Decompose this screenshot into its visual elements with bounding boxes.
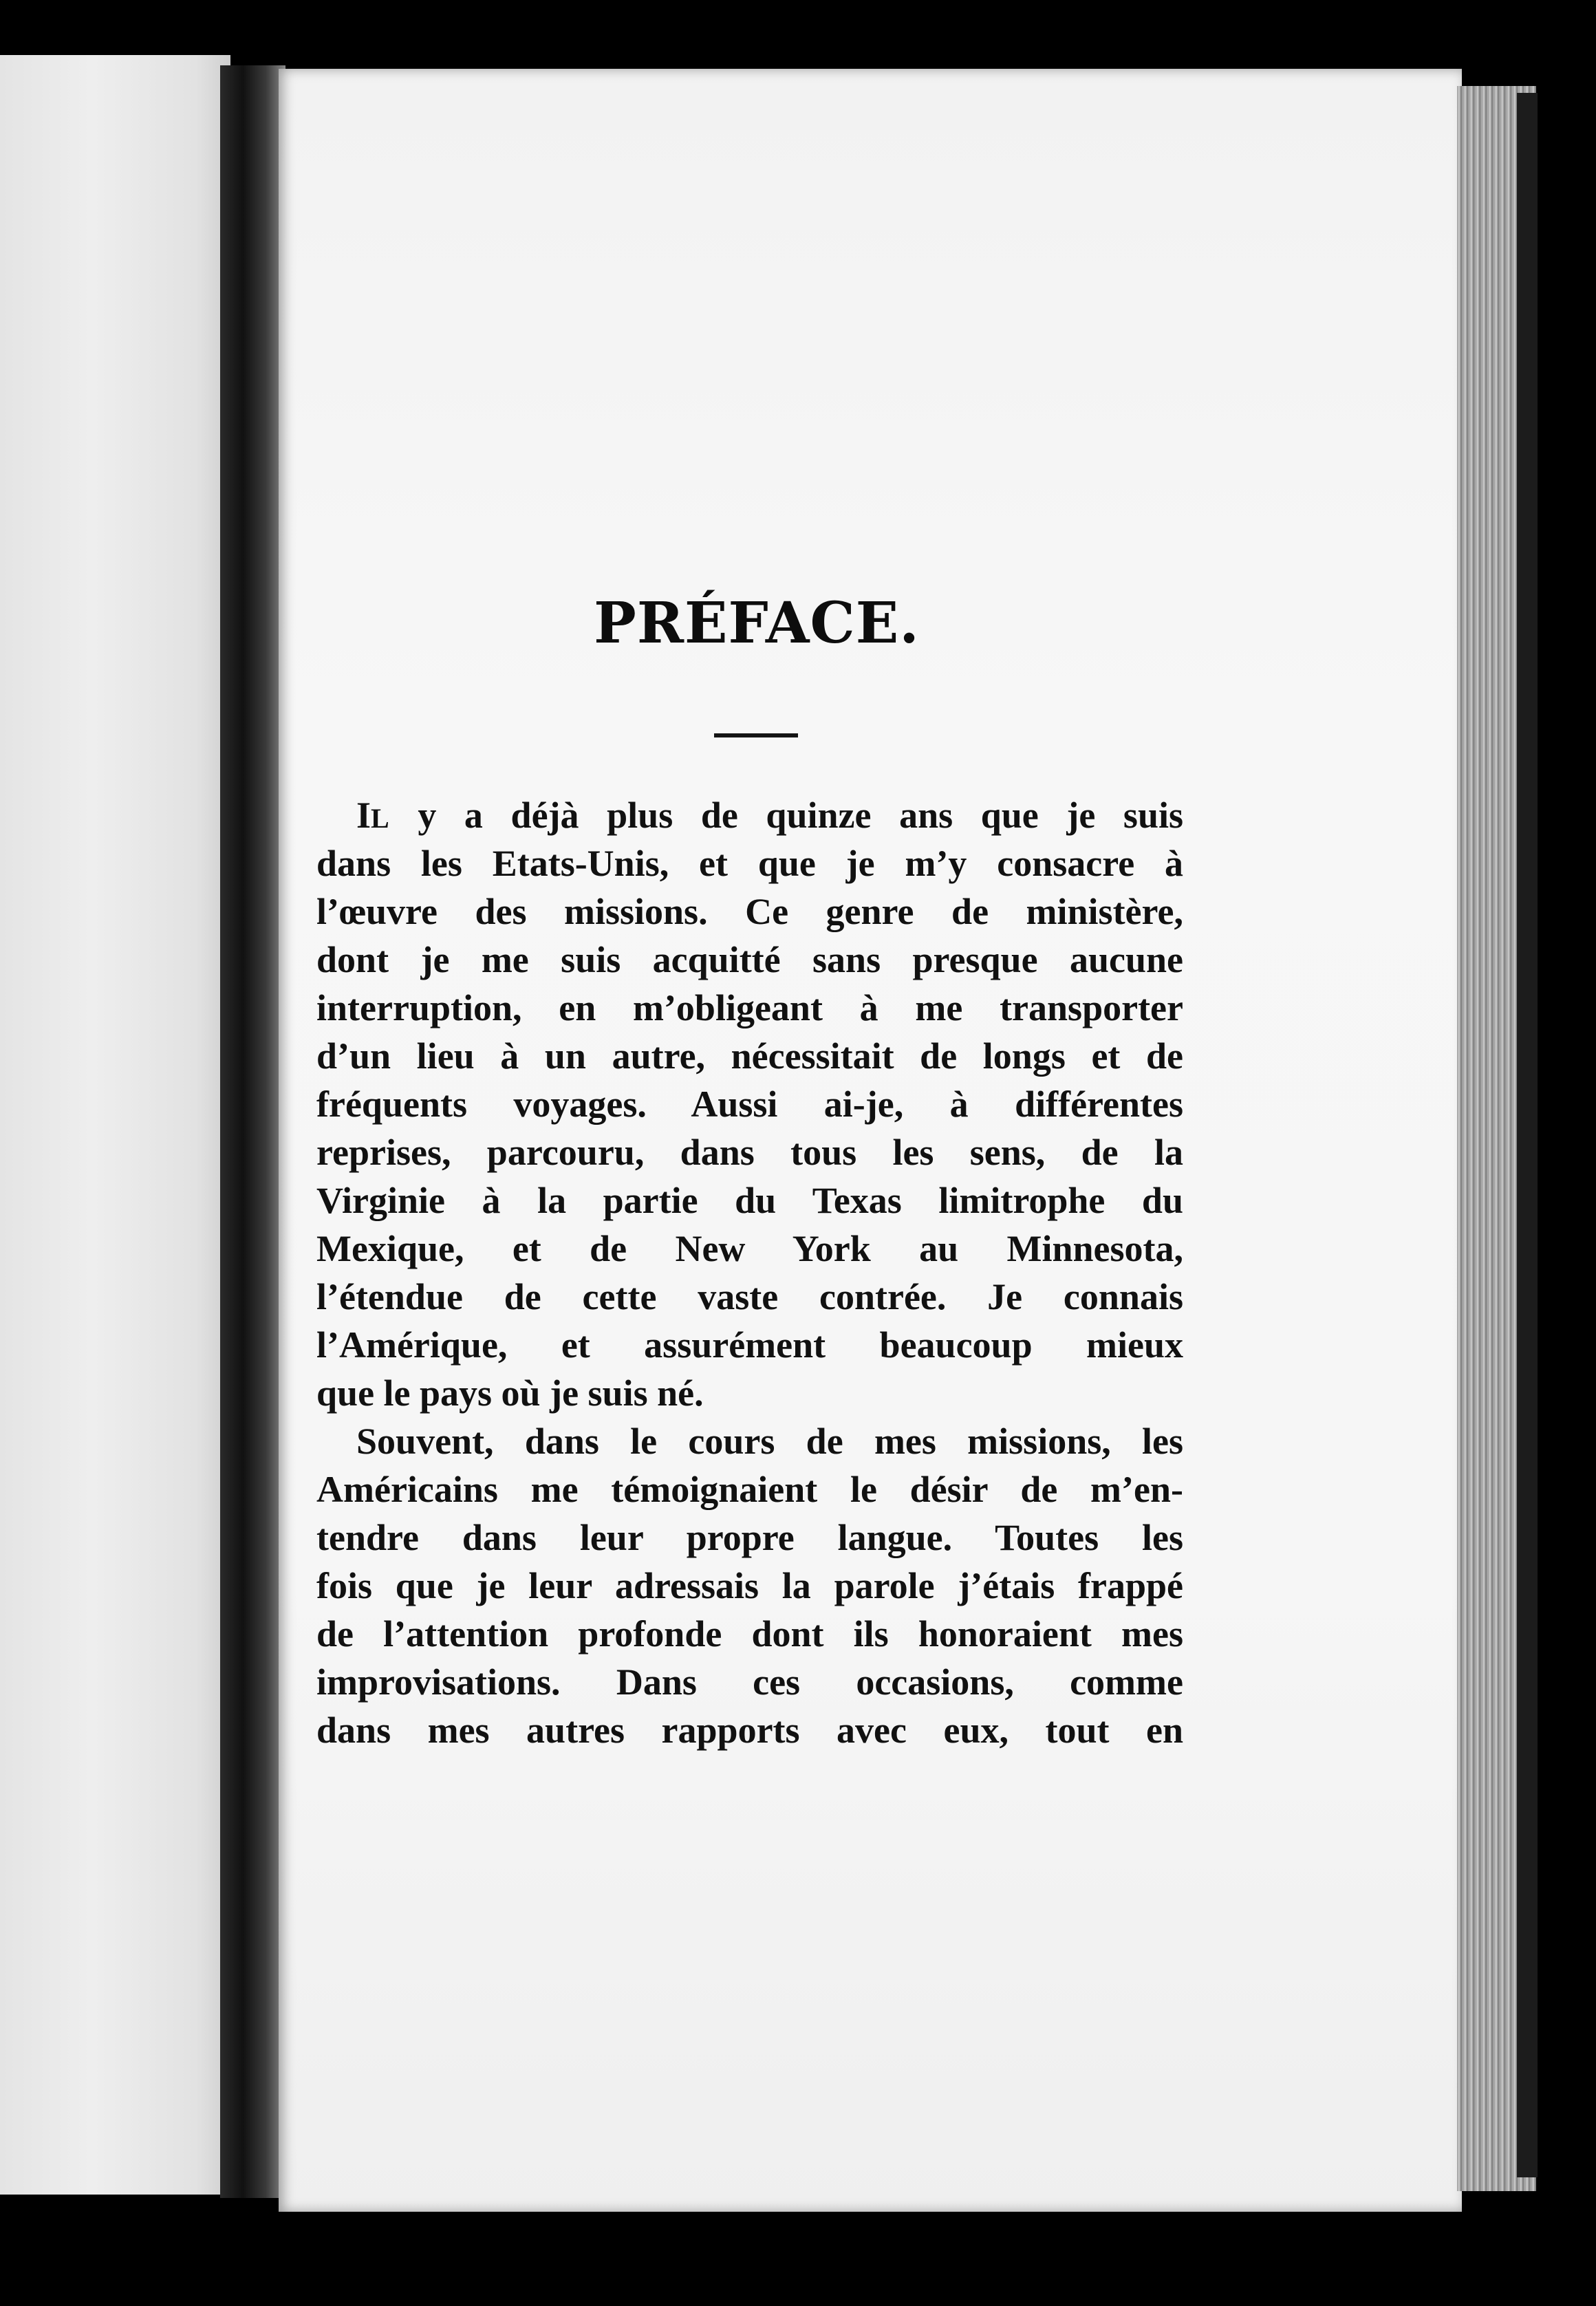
page-stack-shadow (1517, 93, 1538, 2177)
text-line: Souvent, dans le cours de mes missions, les (356, 1421, 1183, 1462)
drop-initial: I (356, 795, 371, 836)
book-gutter (220, 65, 285, 2198)
text-line: d’un lieu à un autre, nécessitait de longs et de (316, 1035, 1183, 1077)
text-line (316, 791, 1183, 839)
text-line: Mexique, et de New York au Minnesota, (316, 1228, 1183, 1269)
smallcap-letter: L (371, 803, 390, 834)
text-line: dans mes autres rapports avec eux, tout en (316, 1710, 1183, 1751)
text-line: que le pays où je suis né. (316, 1372, 704, 1414)
text-line: l’Amérique, et assurément beaucoup mieux (316, 1324, 1183, 1366)
text-line: interruption, en m’obligeant à me transporter (316, 987, 1183, 1028)
text-line: Virginie à la partie du Texas limitrophe du (316, 1180, 1183, 1221)
preface-body (316, 791, 1183, 1754)
text-line: Américains me témoignaient le désir de m’en- (316, 1469, 1183, 1510)
text-line: fois que je leur adressais la parole j’étais frappé (316, 1565, 1183, 1606)
text-line: l’œuvre des missions. Ce genre de ministère, (316, 891, 1183, 932)
text-line: dans les Etats-Unis, et que je m’y consacre à (316, 843, 1183, 884)
text-line: improvisations. Dans ces occasions, comme (316, 1661, 1183, 1703)
text-line: dont je me suis acquitté sans presque aucune (316, 939, 1183, 980)
text-line: reprises, parcouru, dans tous les sens, de la (316, 1132, 1183, 1173)
text-line: fréquents voyages. Aussi ai-je, à différentes (316, 1084, 1183, 1125)
text-line: tendre dans leur propre langue. Toutes les (316, 1517, 1183, 1558)
page-heading: PRÉFACE. (594, 590, 920, 656)
heading-rule (714, 733, 798, 737)
text-line: l’étendue de cette vaste contrée. Je connais (316, 1276, 1183, 1317)
facing-page-edge (0, 55, 230, 2195)
line-text: y a déjà plus de quinze ans que je suis (418, 795, 1183, 836)
text-line: de l’attention profonde dont ils honoraient mes (316, 1613, 1183, 1655)
